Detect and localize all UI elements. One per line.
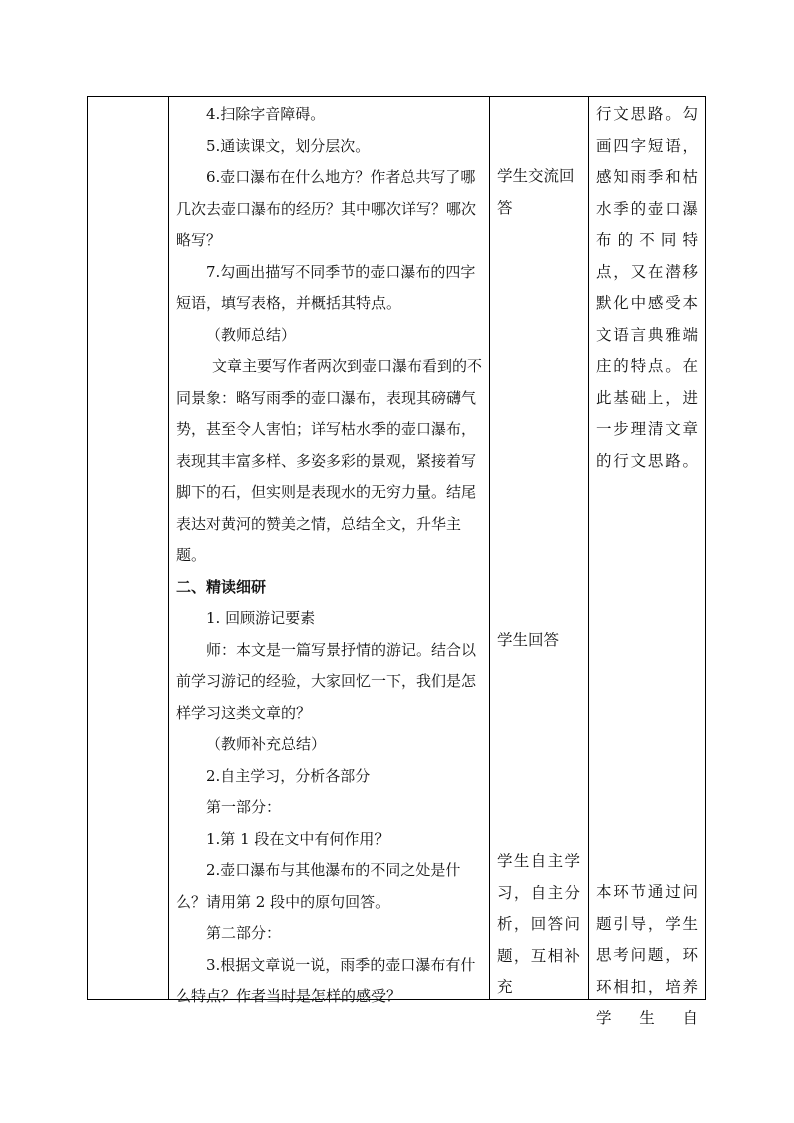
content-paragraph: 3.根据文章说一说，雨季的壶口瀑布有什么特点？作者当时是怎样的感受？ <box>176 955 476 1005</box>
content-paragraph: 第二部分： <box>206 924 282 942</box>
content-paragraph: 1. 回顾游记要素 <box>206 609 316 627</box>
student-activity-cell <box>489 97 588 999</box>
design-intent-text: 本环节通过问题引导，学生思考问题，环环相扣，培养学生自 <box>596 883 698 1027</box>
content-paragraph: 2.自主学习，分析各部分 <box>206 766 371 785</box>
student-activity-text: 学生回答 <box>497 631 560 649</box>
content-paragraph: 文章主要写作者两次到壶口瀑布看到的不同景象：略写雨季的壶口瀑布，表现其磅礴气势，甚至令人害怕；详写枯水季的壶口瀑布，表现其丰富多样、多姿多彩的景观，紧接着写脚下的石，但实则是表现水的无穷力量。结尾表达对黄河的赞美之情，总结全文，升华主题。 <box>176 357 483 564</box>
content-paragraph: 5.通读课文，划分层次。 <box>206 136 371 155</box>
content-paragraph: 6.壶口瀑布在什么地方？作者总共写了哪几次去壶口瀑布的经历？其中哪次详写？哪次略写？ <box>176 168 477 249</box>
teaching-content-cell <box>168 97 489 1013</box>
content-paragraph: 4.扫除字音障碍。 <box>206 105 326 123</box>
content-paragraph: 1.第 1 段在文中有何作用？ <box>206 829 390 848</box>
content-paragraph: 2.壶口瀑布与其他瀑布的不同之处是什么？请用第 2 段中的原句回答。 <box>176 861 461 911</box>
design-intent-cell <box>588 97 706 1027</box>
content-paragraph: 第一部分： <box>206 798 282 816</box>
design-intent-text: 行文思路。勾画四字短语，感知雨季和枯水季的壶口瀑布的不同特点，又在潜移默化中感受本文语言典雅端庄的特点。在此基础上，进一步理清文章的行文思路。 <box>596 105 698 470</box>
content-paragraph: 师：本文是一篇写景抒情的游记。结合以前学习游记的经验，大家回忆一下，我们是怎样学习这类文章的？ <box>176 640 477 722</box>
content-paragraph: （教师补充总结） <box>206 735 327 753</box>
lesson-plan-table <box>87 96 706 1027</box>
content-paragraph: （教师总结） <box>206 325 297 344</box>
student-activity-text: 学生自主学习，自主分析，回答问题，互相补充 <box>497 852 580 996</box>
student-activity-text: 学生交流回答 <box>497 167 575 217</box>
content-paragraph: 7.勾画出描写不同季节的壶口瀑布的四字短语，填写表格，并概括其特点。 <box>176 262 476 312</box>
section-heading: 二、精读细研 <box>176 577 267 596</box>
